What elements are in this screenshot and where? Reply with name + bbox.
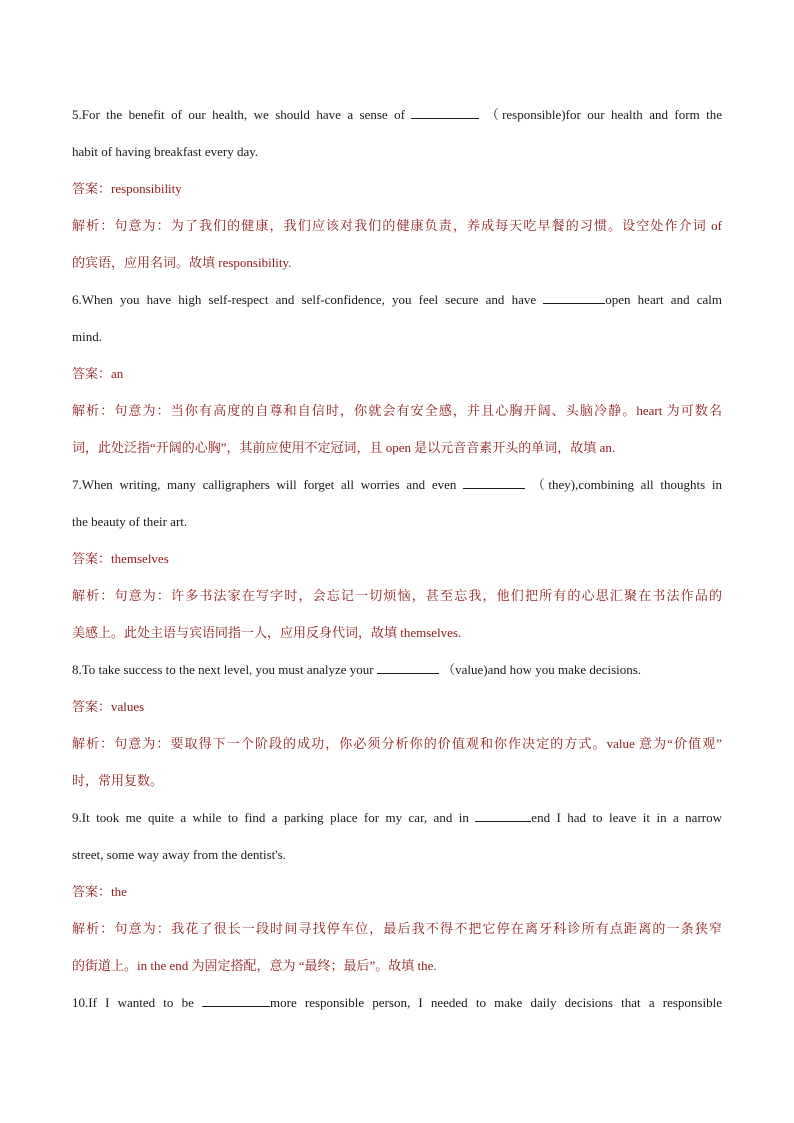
question-text: 5.For the benefit of our health, we should have a sense of (72, 107, 405, 122)
question-text: 7.When writing, many calligraphers will forget all worries and even (72, 477, 457, 492)
question-text: end I had to leave it in a narrow (531, 810, 722, 825)
question-8-analysis-2: 时，常用复数。 (72, 773, 164, 788)
question-6-line-2: mind. (72, 329, 102, 344)
answer-blank (377, 661, 439, 674)
question-text: more responsible person, I needed to make daily decisions that a responsible (270, 995, 722, 1010)
question-6-analysis-1: 解析：句意为：当你有高度的自尊和自信时，你就会有安全感，并且心胸开阔、头脑冷静。heart 为可数名 (72, 403, 722, 418)
question-text: 10.If I wanted to be (72, 995, 194, 1010)
answer-blank (463, 476, 525, 489)
question-9-answer: 答案：the (72, 884, 127, 899)
question-7-analysis-2: 美感上。此处主语与宾语同指一人，应用反身代词，故填 themselves. (72, 625, 462, 640)
question-7-answer: 答案：themselves (72, 551, 169, 566)
question-6-analysis-2: 词，此处泛指“开阔的心胸”，其前应使用不定冠词，且 open 是以元音音素开头的单词，故填 an. (72, 440, 616, 455)
question-7-analysis-1: 解析：句意为：许多书法家在写字时，会忘记一切烦恼，甚至忘我，他们把所有的心思汇聚在书法作品的 (72, 588, 722, 603)
answer-blank (475, 809, 531, 822)
question-text: open heart and calm (605, 292, 722, 307)
question-8-line-1 (72, 651, 722, 688)
question-text: （they),combining all thoughts in (531, 477, 722, 492)
question-text: 9.It took me quite a while to find a parking place for my car, and in (72, 810, 469, 825)
question-9-analysis-1: 解析：句意为：我花了很长一段时间寻找停车位，最后我不得不把它停在离牙科诊所有点距离的一条狭窄 (72, 921, 722, 936)
question-7-line-1 (72, 466, 722, 503)
question-text: （responsible)for our health and form the (485, 107, 722, 122)
answer-blank (202, 994, 270, 1007)
question-8-analysis-1: 解析：句意为：要取得下一个阶段的成功，你必须分析你的价值观和你作决定的方式。value 意为“价值观” (72, 736, 722, 751)
question-5-line-1 (72, 96, 722, 133)
answer-blank (411, 106, 479, 119)
question-8-answer: 答案：values (72, 699, 145, 714)
question-9-line-2: street, some way away from the dentist's. (72, 847, 286, 862)
question-text: 6.When you have high self-respect and self-confidence, you feel secure and have (72, 292, 537, 307)
question-text: 8.To take success to the next level, you must analyze your (72, 662, 374, 677)
question-5-line-2: habit of having breakfast every day. (72, 144, 259, 159)
question-6-answer: 答案：an (72, 366, 124, 381)
question-9-analysis-2: 的街道上。in the end 为固定搭配，意为 “最终；最后”。故填 the. (72, 958, 437, 973)
question-text: （value)and how you make decisions. (442, 662, 642, 677)
question-7-line-2: the beauty of their art. (72, 514, 188, 529)
question-6-line-1 (72, 281, 722, 318)
question-5-analysis-2: 的宾语，应用名词。故填 responsibility. (72, 255, 292, 270)
question-5-analysis-1: 解析：句意为：为了我们的健康，我们应该对我们的健康负责，养成每天吃早餐的习惯。设空处作介词 of (72, 218, 722, 233)
document-page (72, 96, 722, 1021)
answer-blank (543, 291, 605, 304)
question-9-line-1 (72, 799, 722, 836)
question-5-answer: 答案：responsibility (72, 181, 182, 196)
question-10-line-1 (72, 984, 722, 1021)
